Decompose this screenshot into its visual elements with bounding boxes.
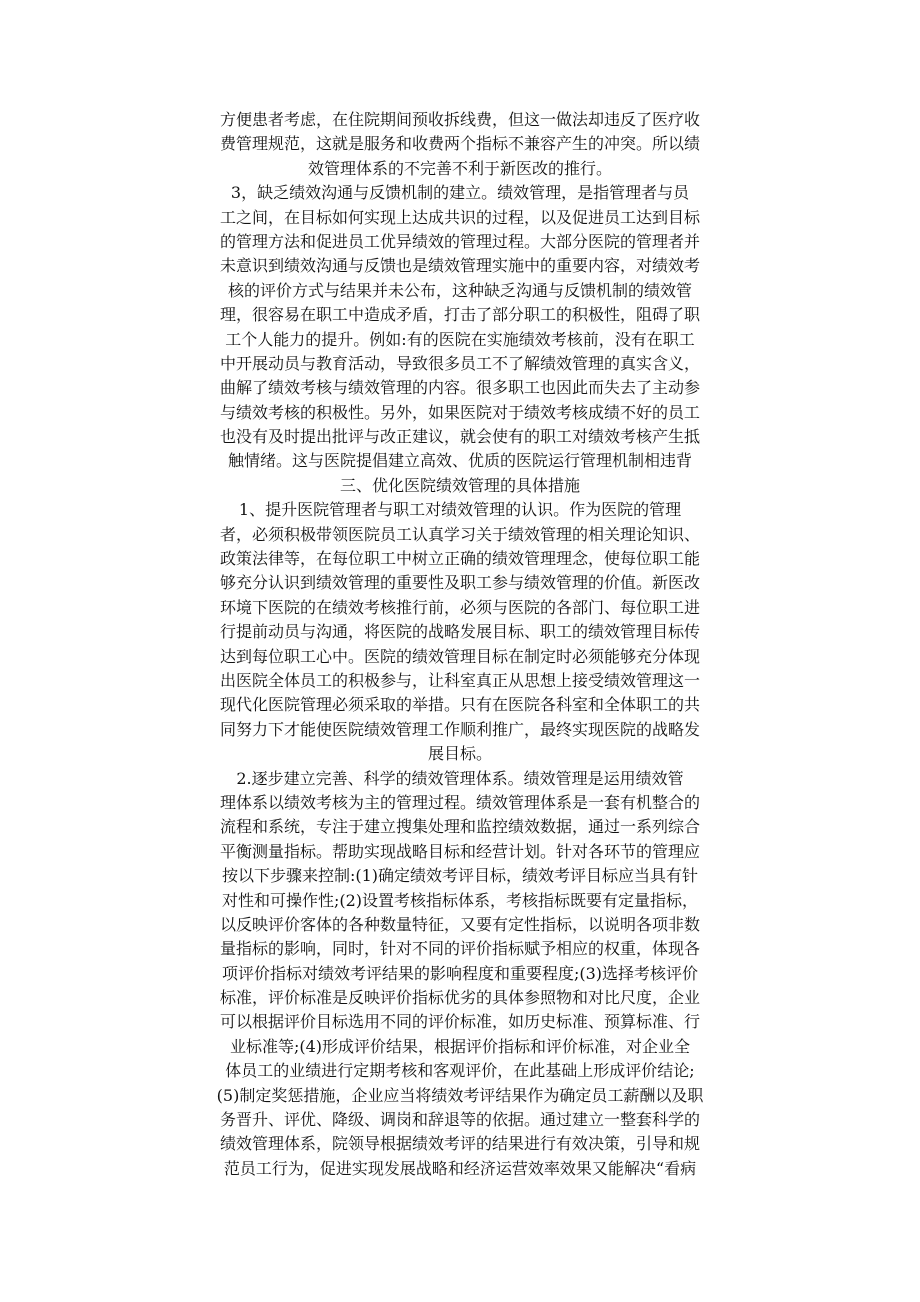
text-line: 够充分认识到绩效管理的重要性及职工参与绩效管理的价值。新医改	[219, 573, 700, 593]
text-line: 现代化医院管理必须采取的举措。只有在医院各科室和全体职工的共	[219, 695, 700, 715]
text-line: 流程和系统，专注于建立搜集处理和监控绩效数据，通过一系列综合	[219, 817, 700, 837]
text-line: 费管理规范，这就是服务和收费两个指标不兼容产生的冲突。所以绩	[219, 134, 700, 154]
text-line: 工之间，在目标如何实现上达成共识的过程，以及促进员工达到目标	[219, 207, 700, 227]
text-line: 平衡测量指标。帮助实现战略目标和经营计划。针对各环节的管理应	[219, 841, 700, 861]
section-heading: 三、优化医院绩效管理的具体措施	[339, 475, 580, 495]
text-line: 绩效管理体系，院领导根据绩效考评的结果进行有效决策，引导和规	[219, 1134, 700, 1154]
text-line: 以反映评价客体的各种数量特征，又要有定性指标，以说明各项非数	[219, 914, 700, 934]
text-line: 展目标。	[427, 744, 492, 764]
body-text	[212, 108, 708, 1181]
text-line: 理体系以绩效考核为主的管理过程。绩效管理体系是一套有机整合的	[219, 792, 700, 812]
text-line: 3，缺乏绩效沟通与反馈机制的建立。绩效管理，是指管理者与员	[230, 183, 690, 203]
text-line: 量指标的影响，同时，针对不同的评价指标赋予相应的权重，体现各	[219, 939, 700, 959]
text-line: 未意识到绩效沟通与反馈也是绩效管理实施中的重要内容，对绩效考	[219, 256, 700, 276]
text-line: 核的评价方式与结果并未公布，这种缺乏沟通与反馈机制的绩效管	[227, 280, 692, 300]
text-line: 业标准等;(4)形成评价结果，根据评价指标和评价标准，对企业全	[229, 1036, 691, 1056]
text-line: 标准，评价标准是反映评价指标优劣的具体参照物和对比尺度，企业	[219, 988, 700, 1008]
text-line: 范员工行为，促进实现发展战略和经济运营效率效果又能解决“看病	[223, 1158, 697, 1178]
text-line: 务晋升、评优、降级、调岗和辞退等的依据。通过建立一整套科学的	[219, 1110, 700, 1130]
text-line: 达到每位职工心中。医院的绩效管理目标在制定时必须能够充分体现	[219, 646, 700, 666]
text-line: 的管理方法和促进员工优异绩效的管理过程。大部分医院的管理者并	[219, 231, 700, 251]
text-line: 触情绪。这与医院提倡建立高效、优质的医院运行管理机制相违背	[227, 451, 692, 471]
text-line: 项评价指标对绩效考评结果的影响程度和重要程度;(3)选择考核评价	[221, 963, 699, 983]
text-line: 同努力下才能使医院绩效管理工作顺利推广，最终实现医院的战略发	[219, 719, 700, 739]
text-line: 1、提升医院管理者与职工对绩效管理的认识。作为医院的管理	[238, 500, 682, 520]
text-line: 工个人能力的提升。例如:有的医院在实施绩效考核前，没有在职工	[225, 329, 695, 349]
text-line: 与绩效考核的积极性。另外，如果医院对于绩效考核成绩不好的员工	[219, 402, 700, 422]
text-line: 曲解了绩效考核与绩效管理的内容。很多职工也因此而失去了主动参	[219, 378, 700, 398]
text-line: 环境下医院的在绩效考核推行前，必须与医院的各部门、每位职工进	[219, 597, 700, 617]
text-line: 政策法律等，在每位职工中树立正确的绩效管理理念，使每位职工能	[219, 549, 700, 569]
text-line: 方便患者考虑，在住院期间预收拆线费，但这一做法却违反了医疗收	[219, 110, 700, 129]
text-line: 效管理体系的不完善不利于新医改的推行。	[307, 158, 612, 178]
text-line: 2.逐步建立完善、科学的绩效管理体系。绩效管理是运用绩效管	[236, 768, 684, 788]
text-line: 理，很容易在职工中造成矛盾，打击了部分职工的积极性，阻碍了职	[219, 305, 700, 325]
text-line: (5)制定奖惩措施，企业应当将绩效考评结果作为确定员工薪酬以及职	[216, 1085, 704, 1105]
text-line: 出医院全体员工的积极参与，让科室真正从思想上接受绩效管理这一	[219, 670, 700, 690]
text-line: 按以下步骤来控制:(1)确定绩效考评目标，绩效考评目标应当具有针	[221, 866, 699, 886]
text-line: 行提前动员与沟通，将医院的战略发展目标、职工的绩效管理目标传	[219, 622, 700, 642]
text-line: 者，必须积极带领医院员工认真学习关于绩效管理的相关理论知识、	[219, 524, 700, 544]
text-line: 中开展动员与教育活动，导致很多员工不了解绩效管理的真实含义，	[219, 353, 700, 373]
text-line: 可以根据评价目标选用不同的评价标准，如历史标准、预算标准、行	[219, 1012, 700, 1032]
text-line: 也没有及时提出批评与改正建议，就会使有的职工对绩效考核产生抵	[219, 427, 700, 447]
text-line: 体员工的业绩进行定期考核和客观评价，在此基础上形成评价结论;	[225, 1061, 695, 1081]
text-line: 对性和可操作性;(2)设置考核指标体系，考核指标既要有定量指标，	[221, 890, 699, 910]
